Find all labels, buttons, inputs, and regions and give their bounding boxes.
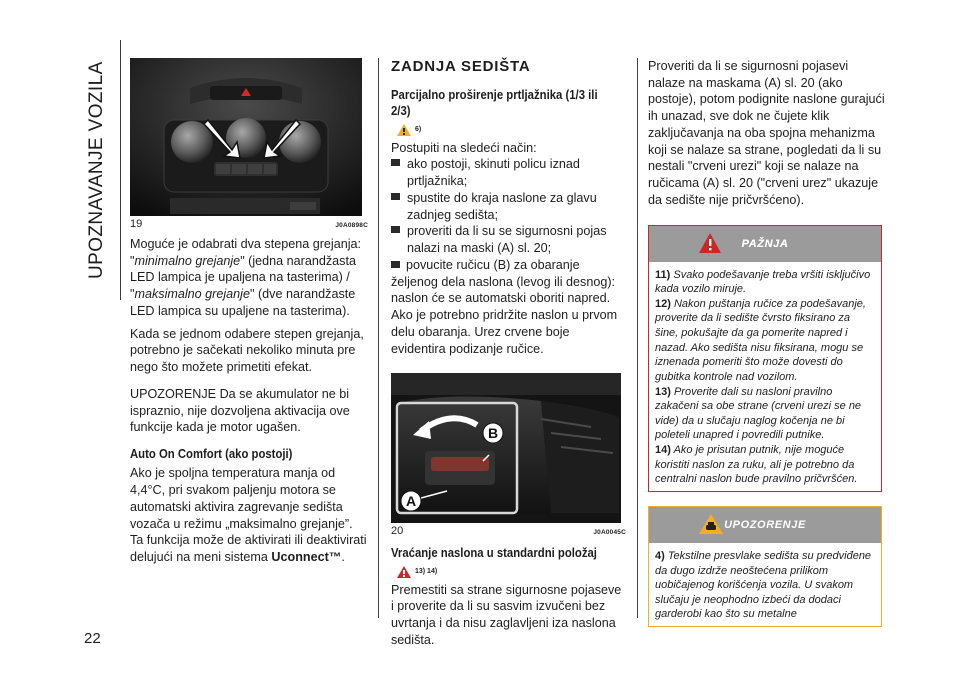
note-header bbox=[649, 507, 881, 543]
column-divider-2 bbox=[637, 58, 638, 618]
note-body bbox=[649, 543, 881, 626]
warning-item: 14) Ako je prisutan putnik, nije moguće koristiti naslon za ruku, ali je potrebno da centralni naslon bude pravilno pričvršćen. bbox=[655, 444, 858, 486]
reference-number: 13) 14) bbox=[415, 568, 438, 576]
sidebar-divider bbox=[120, 40, 121, 300]
warning-icon bbox=[699, 233, 721, 253]
subheading: Auto On Comfort (ako postoji) bbox=[130, 447, 293, 462]
list-item: ako postoji, skinuti policu iznad prtljažnika; bbox=[391, 156, 626, 189]
reference-number: 6) bbox=[415, 126, 422, 134]
list-item: povucite ručicu (B) za obaranje željenog dela naslona (levog ili desnog): naslon će se automatski oboriti napred. Ako je potrebno pridržite naslon u prvom delu obaranja. Urez crvene boje evidentira podizanje ručice. bbox=[391, 257, 618, 356]
paragraph: Premestiti sa strane sigurnosne pojaseve i proverite da li su sasvim izvučeni bez uvrtanja i da nisu zaglavljeni iza naslona sedišta. bbox=[391, 582, 622, 647]
section-title-vertical: UPOZNAVANJE VOZILA bbox=[86, 61, 107, 279]
warning-box bbox=[648, 225, 882, 492]
column-1 bbox=[130, 58, 368, 566]
label-a: A bbox=[405, 493, 417, 510]
figure-20-photo bbox=[391, 373, 626, 523]
warning-item: 11) Svako podešavanje treba vršiti isključivo kada vozilo miruje. bbox=[655, 268, 871, 296]
figure-19-photo bbox=[130, 58, 368, 216]
paragraph: Kada se jednom odabere stepen grejanja, potrebno je sačekati nekoliko minuta pre nego što možete primetiti efekat. bbox=[130, 326, 364, 375]
caution-car-icon bbox=[699, 514, 723, 534]
warning-header bbox=[649, 226, 881, 262]
warning-item: 12) Nakon puštanja ručice za podešavanje, proverite da li sedište čvrsto fiksirano za šine, pokušajte da ga pomerite napred i nazad. Ako sedišta nisu fiksirana, mogu se iznenada pomeriti što može dovesti do gubitka kontrole nad vozilom. bbox=[655, 297, 866, 383]
column-2 bbox=[391, 58, 626, 649]
paragraph: Ako je spoljna temperatura manja od 4,4°C, pri svakom paljenju motora se automatski aktivira zagrevanje sedišta vozača u režimu „maksimalno grejanje”. Ta funkcija može de aktivirati ili deaktivirati delujući na meni sistema Uconnect™. bbox=[130, 466, 367, 565]
paragraph: Moguće je odabrati dva stepena grejanja: "minimalno grejanje" (jedna narandžasta LED lampica je upaljena na tasterima) / "maksimalno grejanje" (dve narandžaste LED lampica su upaljene na tasterima). bbox=[130, 237, 362, 318]
column-3 bbox=[648, 58, 888, 627]
paragraph: Postupiti na sledeći način: bbox=[391, 140, 537, 155]
label-b: B bbox=[487, 425, 499, 442]
list-item: spustite do kraja naslone za glavu zadnjeg sedišta; bbox=[391, 190, 626, 223]
reference-marks bbox=[397, 124, 626, 136]
bullet-list bbox=[391, 156, 626, 357]
page-number: 22 bbox=[84, 630, 101, 647]
figure-number: 19 bbox=[130, 218, 143, 230]
figure-code: J0A0898C bbox=[335, 222, 368, 229]
note-title: UPOZORENJE bbox=[724, 518, 806, 531]
rear-seat-image bbox=[391, 373, 621, 523]
subheading: Vraćanje naslona u standardni položaj bbox=[391, 546, 597, 561]
paragraph: Proveriti da li se sigurnosni pojasevi nalaze na maskama (A) sl. 20 (ako postoje), potom podignite naslone gurajući ih unazad, sve dok ne čujete klik zaključavanja na oba spojna mehanizma koji se nalaze sa strane, pogledati da li su nestali "crveni urezi" koji se nalaze na ručicama (A) sl. 20 ("crveni urez" ukazuje da sedište nije pričvršćeno). bbox=[648, 59, 885, 207]
heated-seat-controls-image bbox=[130, 58, 362, 216]
warning-title: PAŽNJA bbox=[741, 237, 789, 250]
warning-icon bbox=[397, 566, 411, 578]
list-item: proveriti da li su se sigurnosni pojas nalazi na maski (A) sl. 20; bbox=[391, 223, 626, 256]
section-heading: ZADNJA SEDIŠTA bbox=[391, 58, 531, 75]
figure-number: 20 bbox=[391, 525, 404, 538]
figure-code: J0A0045C bbox=[593, 529, 626, 537]
warning-body bbox=[649, 262, 881, 491]
subheading: Parcijalno proširenje prtljažnika (1/3 ili 2/3) bbox=[391, 88, 598, 119]
reference-marks bbox=[397, 566, 626, 578]
paragraph: UPOZORENJE Da se akumulator ne bi ispraznio, nije dozvoljena aktivacija ove funkcije kada je motor ugašen. bbox=[130, 386, 350, 435]
note-box bbox=[648, 506, 882, 627]
warning-item: 13) Proverite dali su nasloni pravilno zakačeni sa obe strane (crveni urezi se ne vide) da u slučaju naglog kočenja ne bi poleteli unapred i povredili putnike. bbox=[655, 385, 862, 442]
caution-icon bbox=[397, 124, 411, 136]
note-item: 4) Tekstilne presvlake sedišta su predviđene da dugo izdrže neoštećena prilikom uobičajenog korišćenja vozila. U svakom slučaju je neophodno izbeći da dodaci garderobi kao što su metalne bbox=[655, 549, 872, 621]
column-divider-1 bbox=[378, 58, 379, 618]
